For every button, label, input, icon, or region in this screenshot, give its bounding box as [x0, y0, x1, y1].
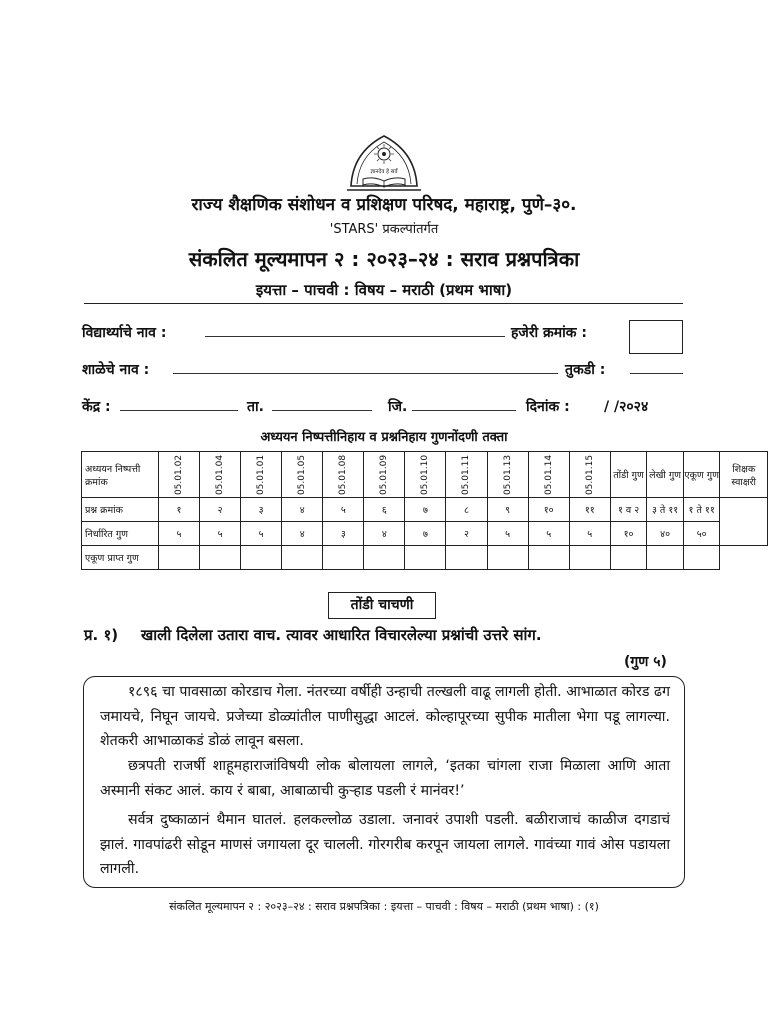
- passage-paragraph: १८९६ चा पावसाळा कोरडाच गेला. नंतरच्या वर्षीही उन्हाची तल्खली वाढू लागली होती. आभाळात कोरड ढग जमायचे, निघून जायचे. प्रजेच्या डोळ्यांतील पाणीसुद्धा आटलं. कोल्हापूरच्या सुपीक मातीला भेगा पडू लागल्या. शेतकरी आभाळाकडं डोळं लावून बसला.: [100, 684, 670, 750]
- table-cell: २: [446, 522, 487, 546]
- table-cell: ५: [323, 498, 364, 522]
- obtained-cell[interactable]: [569, 546, 610, 570]
- roll-number-label: हजेरी क्रमांक :: [511, 325, 588, 341]
- program-name: 'STARS' प्रकल्पांतर्गत: [329, 222, 439, 237]
- outcome-code-header: 05.01.08: [323, 452, 364, 498]
- center-field[interactable]: [120, 410, 238, 411]
- oral-test-heading: तोंडी चाचणी: [328, 592, 436, 619]
- obtained-cell[interactable]: [323, 546, 364, 570]
- obtained-cell[interactable]: [405, 546, 446, 570]
- school-name-field[interactable]: [173, 373, 558, 374]
- center-label: केंद्र :: [82, 399, 111, 415]
- question-text: खाली दिलेला उतारा वाच. त्यावर आधारित विचारलेल्या प्रश्नांची उत्तरे सांग.: [141, 626, 542, 644]
- outcome-code-header: 05.01.09: [364, 452, 405, 498]
- table-cell: ४: [282, 498, 323, 522]
- taluka-label: ता.: [247, 399, 264, 415]
- table-cell: ४: [282, 522, 323, 546]
- passage-paragraph: छत्रपती राजर्षी शाहूमहाराजांविषयी लोक बोलायला लागले, ‘इतका चांगला राजा मिळाला आणि आता अस्मानी संकट आलं. काय रं बाबा, आबाळाची कुऱ्हाड पडली रं मानंवर!’: [100, 758, 670, 799]
- total-marks-header: एकूण गुण: [683, 452, 720, 498]
- row-label-obtained: एकूण प्राप्त गुण: [82, 546, 159, 570]
- table-cell: ९: [487, 498, 528, 522]
- obtained-cell[interactable]: [241, 546, 282, 570]
- table-cell: १०: [528, 498, 569, 522]
- table-cell: ४०: [647, 522, 684, 546]
- outcome-code-header: 05.01.01: [241, 452, 282, 498]
- table-cell: ५०: [683, 522, 720, 546]
- outcome-code-header: 05.01.14: [528, 452, 569, 498]
- logo-motto: ज्ञानदेव हे सर्वं: [370, 169, 398, 175]
- exam-title: संकलित मूल्यमापन २ : २०२३–२४ : सराव प्रश्नपत्रिका: [188, 247, 580, 271]
- table-cell: ८: [446, 498, 487, 522]
- subject-line: इयत्ता – पाचवी : विषय – मराठी (प्रथम भाषा): [255, 281, 513, 299]
- outcome-code-header: 05.01.15: [569, 452, 610, 498]
- obtained-cell[interactable]: [683, 546, 720, 570]
- roll-number-box[interactable]: [629, 320, 683, 354]
- table-cell: ११: [569, 498, 610, 522]
- obtained-cell[interactable]: [487, 546, 528, 570]
- obtained-cell[interactable]: [446, 546, 487, 570]
- table-cell: ७: [405, 522, 446, 546]
- table-cell: ६: [364, 498, 405, 522]
- obtained-cell[interactable]: [158, 546, 199, 570]
- page-footer: संकलित मूल्यमापन २ : २०२३–२४ : सराव प्रश्नपत्रिका : इयत्ता – पाचवी : विषय – मराठी (प्रथम भाषा) : (१): [169, 900, 599, 913]
- division-label: तुकडी :: [565, 362, 606, 378]
- table-cell: ४: [364, 522, 405, 546]
- table-cell: ५: [200, 522, 241, 546]
- table-cell: १: [158, 498, 199, 522]
- outcome-code-header: 05.01.13: [487, 452, 528, 498]
- table-row: [82, 546, 768, 570]
- row-label-assigned: निर्धारित गुण: [82, 522, 159, 546]
- division-field[interactable]: [630, 373, 683, 374]
- outcome-code-header: 05.01.04: [200, 452, 241, 498]
- oral-marks-header: तोंडी गुण: [610, 452, 647, 498]
- obtained-cell[interactable]: [528, 546, 569, 570]
- table-row: [82, 498, 768, 522]
- outcome-code-header: 05.01.11: [446, 452, 487, 498]
- obtained-cell[interactable]: [647, 546, 684, 570]
- empty-cell: [720, 546, 768, 570]
- teacher-signature-cell[interactable]: [720, 498, 768, 546]
- date-value[interactable]: / /२०२४: [604, 399, 649, 415]
- row-label-question: प्रश्न क्रमांक: [82, 498, 159, 522]
- table-cell: २: [200, 498, 241, 522]
- passage-paragraph: सर्वत्र दुष्काळानं थैमान घातलं. हलकल्लोळ उडाला. जनावरं उपाशी पडली. बळीराजाचं काळीज दगडाचं झालं. गावपांढरी सोडून माणसं जगायला दूर चालली. गोरगरीब करपून जायला लागले. गावंच्या गावं ओस पडायला लागली.: [100, 812, 670, 878]
- marks-table: [81, 451, 768, 570]
- header-divider: [84, 303, 683, 304]
- table-cell: ५: [158, 522, 199, 546]
- organization-name: राज्य शैक्षणिक संशोधन व प्रशिक्षण परिषद, महाराष्ट्र, पुणे–३०.: [191, 195, 577, 215]
- table-cell: १ व २: [610, 498, 647, 522]
- district-label: जि.: [388, 399, 408, 415]
- written-marks-header: लेखी गुण: [647, 452, 684, 498]
- question-number: प्र. १): [84, 626, 119, 644]
- taluka-field[interactable]: [272, 410, 372, 411]
- scert-logo-icon: [345, 132, 423, 194]
- table-row: [82, 522, 768, 546]
- table-cell: १ ते ११: [683, 498, 720, 522]
- date-label: दिनांक :: [526, 399, 570, 415]
- outcome-code-header: 05.01.05: [282, 452, 323, 498]
- table-cell: ३ ते ११: [647, 498, 684, 522]
- table-cell: १०: [610, 522, 647, 546]
- outcome-code-header: 05.01.10: [405, 452, 446, 498]
- school-name-label: शाळेचे नाव :: [82, 362, 150, 378]
- table-cell: ३: [323, 522, 364, 546]
- obtained-cell[interactable]: [364, 546, 405, 570]
- table-header-outcome: अध्ययन निष्पत्ती क्रमांक: [82, 452, 159, 498]
- table-cell: ५: [569, 522, 610, 546]
- district-field[interactable]: [412, 410, 516, 411]
- outcome-code-header: 05.01.02: [158, 452, 199, 498]
- table-cell: ५: [487, 522, 528, 546]
- table-cell: ५: [528, 522, 569, 546]
- table-cell: ५: [241, 522, 282, 546]
- obtained-cell[interactable]: [282, 546, 323, 570]
- obtained-cell[interactable]: [610, 546, 647, 570]
- student-name-field[interactable]: [205, 336, 505, 337]
- student-name-label: विद्यार्थ्याचे नाव :: [82, 325, 167, 341]
- question-marks: (गुण ५): [624, 654, 667, 670]
- table-cell: ७: [405, 498, 446, 522]
- obtained-cell[interactable]: [200, 546, 241, 570]
- table-cell: ३: [241, 498, 282, 522]
- marks-table-title: अध्ययन निष्पत्तीनिहाय व प्रश्ननिहाय गुणनोंदणी तक्ता: [260, 430, 508, 445]
- teacher-signature-header: शिक्षक स्वाक्षरी: [720, 452, 768, 498]
